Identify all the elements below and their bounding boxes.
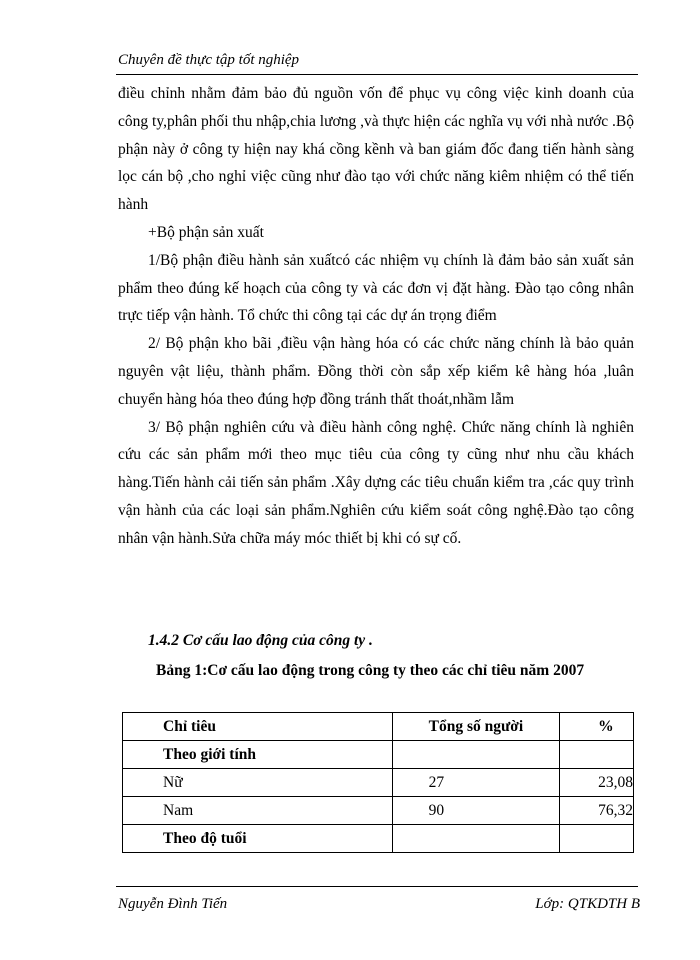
paragraph-production-management: 1/Bộ phận điều hành sản xuấtcó các nhiệm vụ chính là đảm bảo sản xuất sản phẩm theo đúng kế hoạch của công ty và các đơn vị đặt hàng. Đào tạo công nhân trực tiếp vận hành. Tổ chức thi công tại các dự án trọng điểm <box>118 251 634 325</box>
row-label: Theo giới tính <box>123 741 393 769</box>
paragraph-warehouse: 2/ Bộ phận kho bãi ,điều vận hàng hóa có các chức năng chính là bảo quản nguyên vật liệu, thành phẩm. Đồng thời còn sắp xếp kiểm kê hàng hóa ,luân chuyển hàng hóa theo đúng hợp đồng tránh thất thoát,nhầm lẫm <box>118 335 634 408</box>
section-title: 1.4.2 Cơ cấu lao động của công ty . <box>148 632 373 649</box>
table-row <box>123 769 634 797</box>
body-text <box>118 80 634 553</box>
row-percent: 23,08 <box>560 769 634 797</box>
header-cell-criteria: Chỉ tiêu <box>123 713 393 741</box>
footer-divider <box>116 886 638 887</box>
row-percent <box>560 741 634 769</box>
row-label: Nữ <box>123 769 393 797</box>
row-label: Theo độ tuổi <box>123 825 393 853</box>
row-percent: 76,32 <box>560 797 634 825</box>
table-row <box>123 797 634 825</box>
footer-author: Nguyễn Đình Tiến <box>118 896 228 912</box>
paragraph-finance-dept: điều chỉnh nhằm đảm bảo đủ nguồn vốn để phục vụ công việc kinh doanh của công ty,phân phối thu nhập,chia lương ,và thực hiện các nghĩa vụ với nhà nước .Bộ phận này ở công ty hiện nay khá cồng kềnh và ban giám đốc đang tiến hành sàng lọc cán bộ ,cho nghỉ việc cũng như đào tạo với chức năng kiêm nhiệm có thể tiến hành <box>118 85 634 214</box>
row-label: Nam <box>123 797 393 825</box>
row-count: 27 <box>392 769 560 797</box>
header-divider <box>116 74 638 75</box>
row-percent <box>560 825 634 853</box>
row-count <box>392 825 560 853</box>
page-header-title: Chuyên đề thực tập tốt nghiệp <box>118 52 300 68</box>
row-count: 90 <box>392 797 560 825</box>
row-count <box>392 741 560 769</box>
header-cell-percent: % <box>560 713 634 741</box>
labor-structure-table <box>122 712 634 853</box>
paragraph-production-heading: +Bộ phận sản xuất <box>148 223 264 241</box>
footer-class: Lớp: QTKDTH B <box>535 896 640 912</box>
table-row <box>123 825 634 853</box>
paragraph-research: 3/ Bộ phận nghiên cứu và điều hành công nghệ. Chức năng chính là nghiên cứu các sản phẩm mới theo mục tiêu của công ty cũng như nhu cầu khách hàng.Tiến hành cải tiến sản phẩm .Xây dựng các tiêu chuẩn kiểm tra ,các quy trình vận hành của các loại sản phẩm.Nghiên cứu kiểm soát công nghệ.Đào tạo công nhân vận hành.Sửa chữa máy móc thiết bị khi có sự cố. <box>118 418 634 547</box>
header-cell-total: Tổng số người <box>392 713 560 741</box>
table-header-row <box>123 713 634 741</box>
table-row <box>123 741 634 769</box>
table-caption: Bảng 1:Cơ cấu lao động trong công ty theo các chỉ tiêu năm 2007 <box>156 662 585 679</box>
